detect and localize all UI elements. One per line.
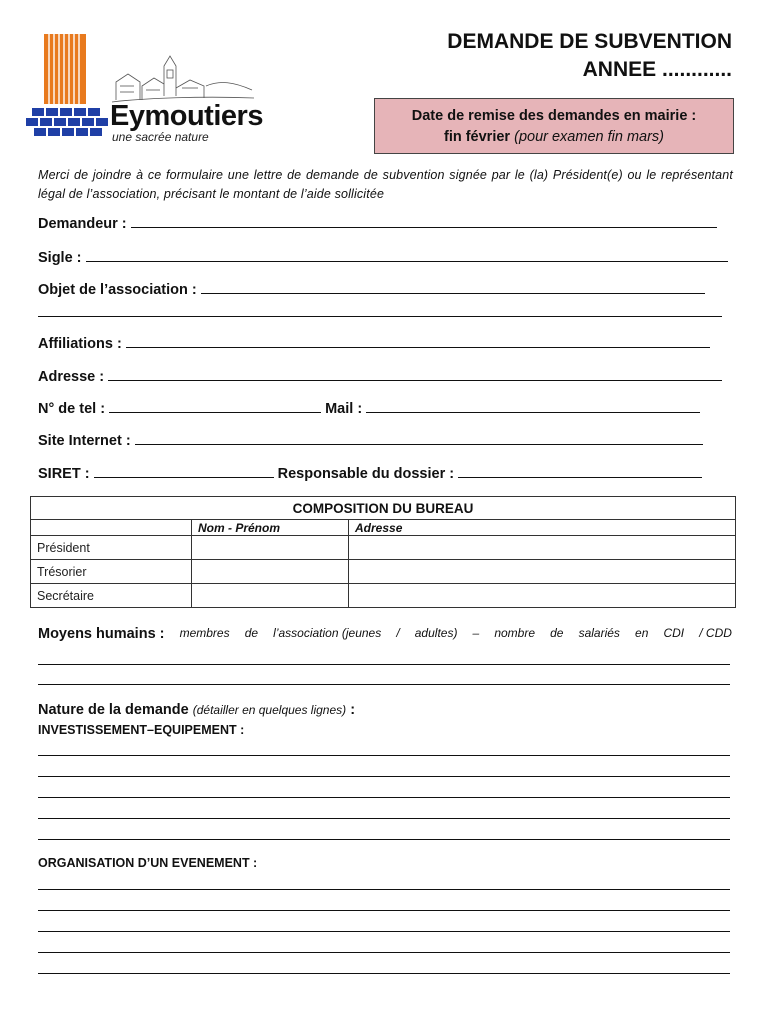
- logo-wordmark: Eymoutiers: [110, 100, 263, 132]
- moyens-word: en: [635, 626, 649, 640]
- responsable-line[interactable]: [458, 464, 702, 478]
- nature-colon: :: [350, 702, 356, 718]
- column-header-address: Adresse: [349, 520, 736, 536]
- role-cell: Secrétaire: [31, 584, 192, 608]
- investissement-line[interactable]: [38, 839, 730, 840]
- siret-line[interactable]: [94, 464, 274, 478]
- evenement-line[interactable]: [38, 931, 730, 932]
- objet-line-2[interactable]: [38, 316, 722, 317]
- deadline-notice: [374, 98, 734, 154]
- notice-line-1: Date de remise des demandes en mairie :: [411, 108, 697, 124]
- moyens-word: CDI: [663, 626, 685, 640]
- moyens-word: l’association (jeunes: [273, 626, 382, 640]
- moyens-humains: [38, 626, 732, 642]
- moyens-line-2[interactable]: [38, 684, 730, 685]
- moyens-line-1[interactable]: [38, 664, 730, 665]
- evenement-line[interactable]: [38, 910, 730, 911]
- address-cell[interactable]: [349, 560, 736, 584]
- investissement-line[interactable]: [38, 776, 730, 777]
- table-row: [31, 560, 736, 584]
- title-line-2: ANNEE ............: [582, 58, 732, 81]
- field-label: Objet de l’association :: [38, 282, 197, 298]
- moyens-word: membres: [179, 626, 230, 640]
- investissement-line[interactable]: [38, 797, 730, 798]
- field-label: Site Internet :: [38, 433, 131, 449]
- bureau-title: COMPOSITION DU BUREAU: [31, 497, 736, 520]
- intro-text: Merci de joindre à ce formulaire une lettre de demande de subvention signée par le (la) Président(e) ou le représentant légal de l’association, précisant le montant de l’aide sollicitée: [38, 168, 733, 201]
- address-cell[interactable]: [349, 584, 736, 608]
- table-row: [31, 536, 736, 560]
- name-cell[interactable]: [192, 536, 349, 560]
- tel-line[interactable]: [109, 399, 321, 413]
- column-header-name: Nom - Prénom: [192, 520, 349, 536]
- objet-line[interactable]: [201, 280, 705, 294]
- investissement-line[interactable]: [38, 818, 730, 819]
- field-label: Affiliations :: [38, 336, 122, 352]
- affiliations-line[interactable]: [126, 334, 710, 348]
- investissement-line[interactable]: [38, 755, 730, 756]
- field-siret-responsable[interactable]: [38, 464, 702, 482]
- field-demandeur[interactable]: [38, 214, 717, 232]
- notice-line-2: [375, 127, 733, 148]
- name-cell[interactable]: [192, 560, 349, 584]
- moyens-word: –: [472, 626, 480, 640]
- field-label: N° de tel :: [38, 401, 106, 417]
- field-label: Sigle :: [38, 250, 82, 266]
- moyens-word: salariés: [578, 626, 620, 640]
- address-cell[interactable]: [349, 536, 736, 560]
- evenement-line[interactable]: [38, 952, 730, 953]
- nature-hint: (détailler en quelques lignes): [192, 703, 347, 717]
- moyens-word: / CDD: [699, 626, 732, 640]
- evenement-line[interactable]: [38, 973, 730, 974]
- adresse-line[interactable]: [108, 367, 722, 381]
- column-header-role: [31, 520, 192, 536]
- field-label: Adresse :: [38, 369, 105, 385]
- notice-exam-note: (pour examen fin mars): [514, 129, 664, 145]
- nature-demande-heading: [38, 702, 355, 718]
- notice-deadline: fin février: [443, 129, 511, 145]
- demandeur-line[interactable]: [131, 214, 717, 228]
- evenement-line[interactable]: [38, 889, 730, 890]
- section-evenement: ORGANISATION D’UN EVENEMENT :: [38, 856, 258, 870]
- moyens-word: de: [550, 626, 564, 640]
- field-sigle[interactable]: [38, 248, 728, 266]
- name-cell[interactable]: [192, 584, 349, 608]
- section-investissement: INVESTISSEMENT–EQUIPEMENT :: [38, 723, 245, 737]
- field-label: Mail :: [325, 401, 363, 417]
- moyens-word: adultes): [414, 626, 458, 640]
- field-label: Demandeur :: [38, 216, 127, 232]
- nature-label: Nature de la demande: [38, 702, 189, 718]
- moyens-word: nombre: [494, 626, 536, 640]
- logo-tagline: une sacrée nature: [112, 130, 209, 144]
- title-line-1: DEMANDE DE SUBVENTION: [447, 30, 732, 53]
- role-cell: Président: [31, 536, 192, 560]
- role-cell: Trésorier: [31, 560, 192, 584]
- page-title: [447, 28, 732, 84]
- mail-line[interactable]: [366, 399, 700, 413]
- moyens-word: de: [244, 626, 259, 640]
- field-tel-mail[interactable]: [38, 399, 700, 417]
- moyens-word: /: [396, 626, 400, 640]
- field-label: Responsable du dossier :: [277, 466, 455, 482]
- table-row: [31, 584, 736, 608]
- eymoutiers-logo: [24, 26, 264, 146]
- field-label: SIRET :: [38, 466, 90, 482]
- field-site[interactable]: [38, 431, 703, 449]
- bureau-table: [30, 496, 736, 608]
- moyens-label: Moyens humains :: [38, 626, 165, 642]
- site-line[interactable]: [135, 431, 703, 445]
- field-affiliations[interactable]: [38, 334, 710, 352]
- sigle-line[interactable]: [86, 248, 728, 262]
- field-adresse[interactable]: [38, 367, 722, 385]
- field-objet[interactable]: [38, 280, 705, 298]
